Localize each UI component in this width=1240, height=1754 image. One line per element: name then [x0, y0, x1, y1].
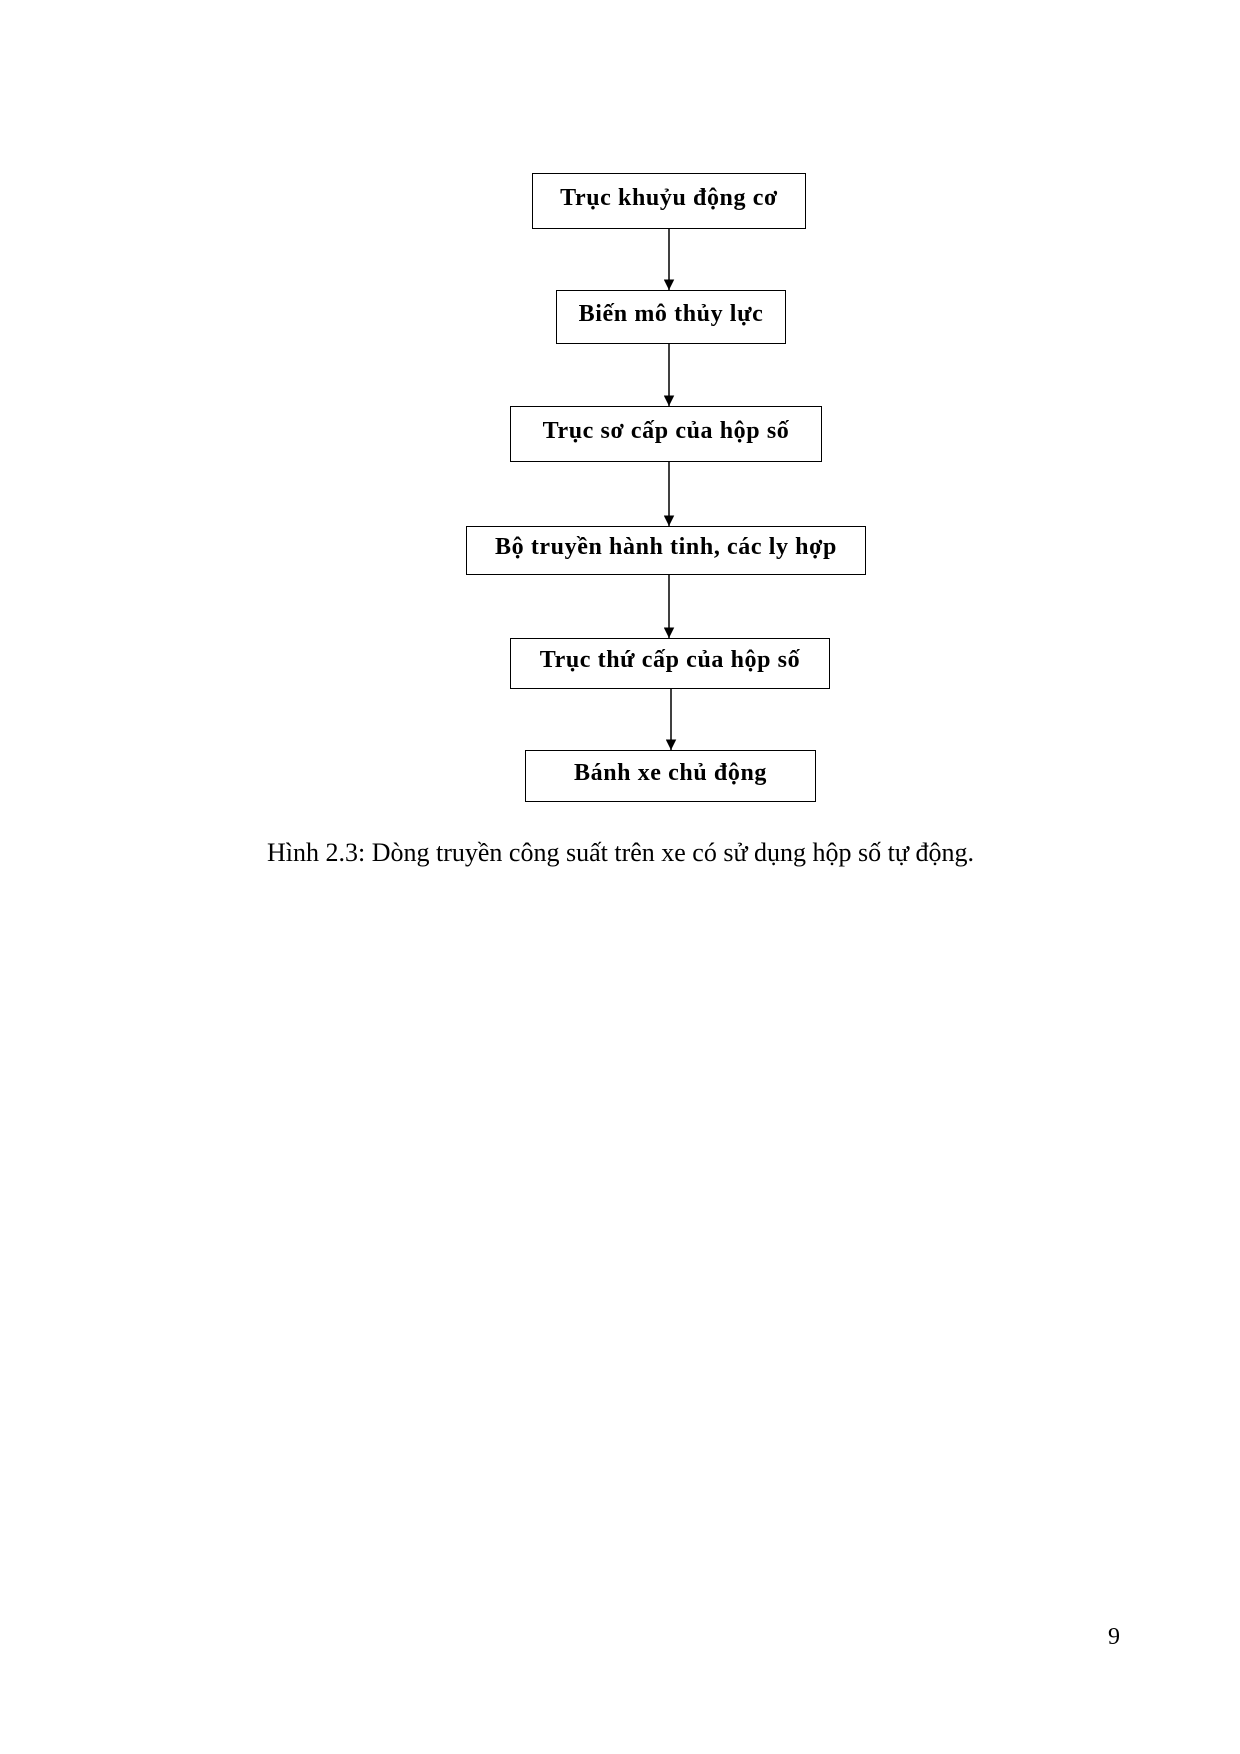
node-planetary-gear-clutches: Bộ truyền hành tinh, các ly hợp	[466, 526, 866, 575]
node-input-shaft: Trục sơ cấp của hộp số	[510, 406, 822, 462]
page-number: 9	[1108, 1624, 1120, 1650]
node-torque-converter: Biến mô thủy lực	[556, 290, 786, 344]
node-engine-crankshaft: Trục khuỷu động cơ	[532, 173, 806, 229]
figure-caption: Hình 2.3: Dòng truyền công suất trên xe có sử dụng hộp số tự động.	[267, 838, 974, 867]
node-output-shaft: Trục thứ cấp của hộp số	[510, 638, 830, 689]
node-drive-wheel: Bánh xe chủ động	[525, 750, 816, 802]
